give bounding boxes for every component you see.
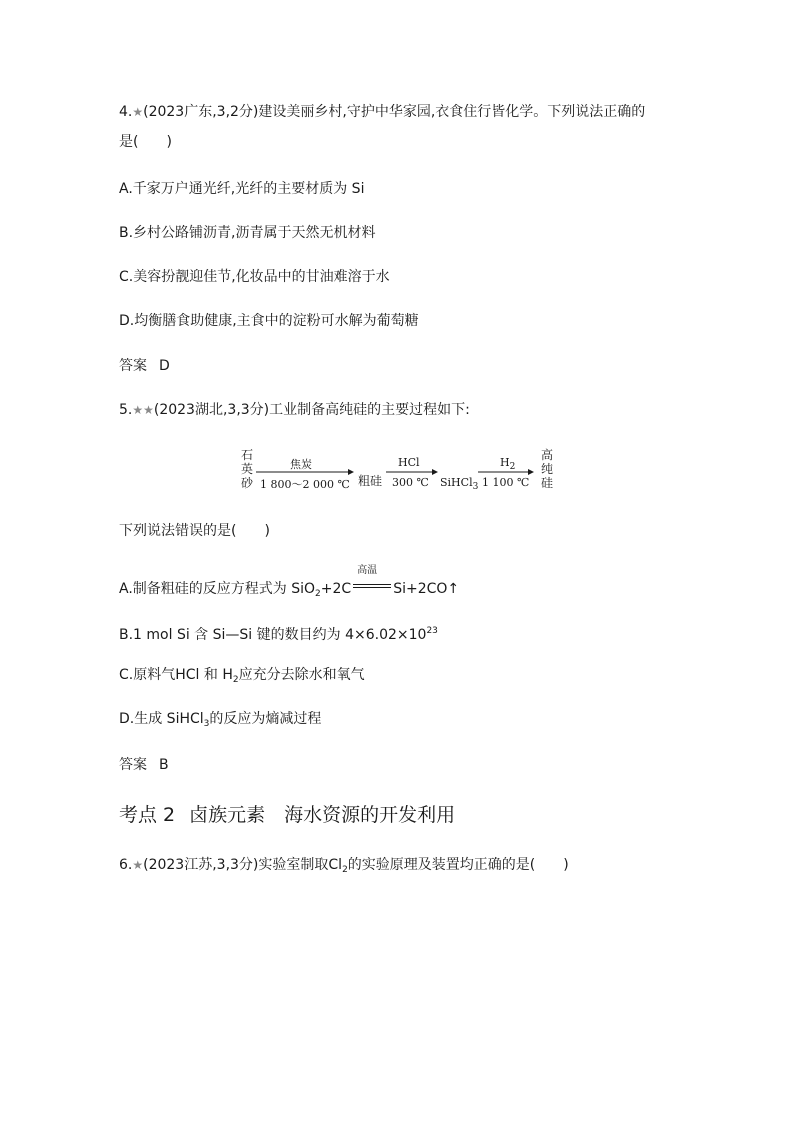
q4-number: 4. <box>119 104 133 120</box>
flow-sihcl3: SiHCl$_3$ <box>440 476 479 492</box>
difficulty-stars-icon: ★★ <box>132 403 154 417</box>
q5-option-b: B.1 mol Si 含 Si—Si 键的数目约为 $4\times 6.02\times 10^{23}$ <box>119 626 438 643</box>
q5-stem <box>119 401 470 419</box>
q5-question: 下列说法错误的是( ) <box>119 523 270 539</box>
difficulty-star-icon: ★ <box>132 105 144 119</box>
section-label: 考点 2 <box>119 804 176 826</box>
q4-option-b: B.乡村公路铺沥青,沥青属于天然无机材料 <box>119 225 376 241</box>
flow-step3-temperature: 1 100 ℃ <box>482 476 530 489</box>
flow-step1-temperature: 1 800～2 000 ℃ <box>260 478 350 491</box>
q5-stem-text: (2023湖北,3,3分)工业制备高纯硅的主要过程如下: <box>153 402 470 418</box>
q5-option-a: A.制备粗硅的反应方程式为 SiO$_2$+2C 高温 Si+2CO↑ <box>119 565 460 599</box>
answer-value: D <box>159 358 170 374</box>
flow-step3-reagent: $H_2$ <box>500 456 516 472</box>
difficulty-star-icon: ★ <box>132 858 144 872</box>
answer-value: B <box>159 757 169 773</box>
q6-stem: 6.★(2023江苏,3,3分)实验室制取$Cl_2$的实验原理及装置均正确的是( ) <box>119 857 569 875</box>
q4-stem-text: (2023广东,3,2分)建设美丽乡村,守护中华家园,衣食住行皆化学。下列说法正确的 <box>143 104 646 120</box>
flow-start-quartz-sand: 石 英 砂 <box>240 448 253 490</box>
q4-stem-line2: 是( ) <box>119 134 172 150</box>
flow-crude-silicon: 粗硅 <box>358 474 383 488</box>
q5-option-d: D.生成 SiHCl$_3$的反应为熵减过程 <box>119 711 322 729</box>
section-heading <box>119 803 455 827</box>
q4-stem-line1 <box>119 103 645 121</box>
q4-answer <box>119 357 170 375</box>
q4-option-c: C.美容扮靓迎佳节,化妆品中的甘油难溶于水 <box>119 269 390 285</box>
q5-answer <box>119 756 169 774</box>
q4-option-a: A.千家万户通光纤,光纤的主要材质为 Si <box>119 181 365 197</box>
q5-option-c: C.原料气HCl 和 $H_2$应充分去除水和氧气 <box>119 667 365 685</box>
reaction-condition-arrow: 高温 <box>353 576 391 590</box>
answer-label: 答案 <box>119 358 147 374</box>
flow-step1-reagent: 焦炭 <box>290 458 312 471</box>
q6-number: 6. <box>119 857 133 873</box>
answer-label: 答案 <box>119 757 147 773</box>
process-flow-diagram <box>236 446 566 496</box>
section-title: 卤族元素 海水资源的开发利用 <box>189 804 456 826</box>
flow-end-high-purity-silicon: 高 纯 硅 <box>540 448 553 490</box>
q4-option-d: D.均衡膳食助健康,主食中的淀粉可水解为葡萄糖 <box>119 313 419 329</box>
q5-number: 5. <box>119 402 133 418</box>
flow-step2-reagent: HCl <box>398 456 420 469</box>
flow-step2-temperature: 300 ℃ <box>392 476 429 489</box>
